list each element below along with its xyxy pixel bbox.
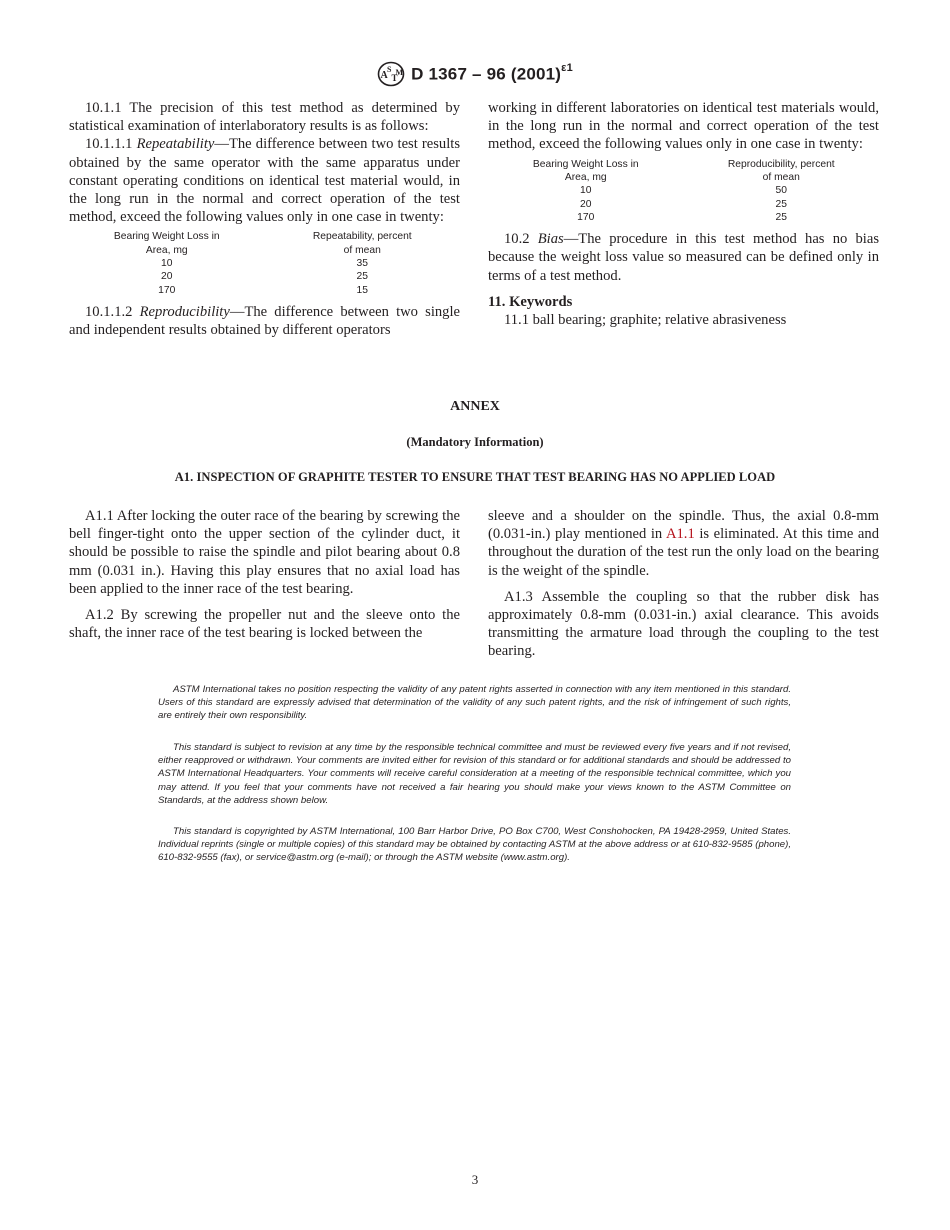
table-row	[69, 257, 460, 270]
svg-text:M: M	[395, 68, 404, 77]
cell-value: 25	[775, 211, 787, 223]
table-row	[69, 284, 460, 297]
paragraph-a1-2: A1.2 By screwing the propeller nut and the sleeve onto the shaft, the inner race of the test bearing is locked between the	[69, 607, 460, 642]
paragraph-number: 10.2	[504, 231, 538, 248]
term-bias: Bias	[537, 231, 564, 248]
cell-loss: 10	[161, 258, 173, 270]
paragraph-number: 10.1.1.2	[85, 303, 140, 320]
annex-title: ANNEX	[450, 399, 500, 414]
paragraph-10-1-1-2-continued: working in different laboratories on identical test materials would, in the long run in the normal and correct operation of the test method, exceed the following values only in one case in twenty:	[488, 100, 879, 153]
left-column-top	[69, 99, 460, 339]
paragraph-a1-1: A1.1 After locking the outer race of the bearing by screwing the bell finger-tight onto the upper section of the cylinder duct, it should be possible to raise the spindle and pilot bearing about 0.8 mm (0.031 in.). Having this play ensures that no axial load has been applied to the inner race of the test bearing.	[69, 508, 460, 597]
reproducibility-table	[488, 158, 879, 224]
copyright-notice-text: This standard is copyrighted by ASTM International, 100 Barr Harbor Drive, PO Box C700, West Conshohocken, PA 19428-2959, United States. Individual reprints (single or multiple copies) of this standard may be obtained by contacting ASTM at the above address or at 610-832-9585 (phone), 610-832-9555 (fax), or service@astm.org (e-mail); or through the ASTM website (www.astm.org).	[158, 826, 791, 864]
page-number: 3	[471, 1172, 479, 1187]
table-header-row	[488, 158, 879, 185]
column-header-loss: Bearing Weight Loss in Area, mg	[113, 231, 220, 256]
paragraph-number: 10.1.1.1	[85, 136, 137, 153]
column-header-loss: Bearing Weight Loss in Area, mg	[532, 158, 639, 183]
cell-loss: 20	[161, 271, 173, 283]
paragraph-10-2	[488, 230, 879, 285]
cell-loss: 170	[577, 211, 595, 223]
paragraph-10-1-1: 10.1.1 The precision of this test method as determined by statistical examination of interlaboratory results is as follows:	[69, 100, 460, 135]
table-row	[488, 211, 879, 224]
table-header-row	[69, 230, 460, 257]
standard-designation	[411, 61, 573, 85]
section-heading-keywords: 11. Keywords	[488, 293, 573, 310]
page-header	[0, 61, 950, 92]
link-a1-1[interactable]: A1.1	[665, 526, 695, 543]
cell-loss: 20	[580, 198, 592, 210]
cell-value: 25	[356, 271, 368, 283]
repeatability-table	[69, 230, 460, 296]
designation-text: D 1367 – 96 (2001)	[411, 64, 562, 84]
paragraph-10-1-1-2	[69, 303, 460, 339]
cell-loss: 170	[158, 284, 176, 296]
right-column-top	[488, 99, 879, 329]
paragraph-text: sleeve and a shoulder on the spindle. Thus, the axial 0.8-mm (0.031-in.) play mentioned in	[488, 508, 879, 543]
revision-notice-text: This standard is subject to revision at any time by the responsible technical committee and must be reviewed every five years and if not revised, either reapproved or withdrawn. Your comments are invited either for revision of this standard or for additional standards and should be addressed to ASTM International Headquarters. Your comments will receive careful consideration at a meeting of the responsible technical committee, which you may attend. If you feel that your comments have not received a fair hearing you should make your views known to the ASTM Committee on Standards, at the address shown below.	[158, 742, 791, 806]
table-row	[488, 184, 879, 197]
column-header-repeatability: Repeatability, percent of mean	[312, 231, 412, 256]
right-column-annex	[488, 507, 879, 661]
left-column-annex	[69, 507, 460, 642]
term-repeatability: Repeatability	[136, 136, 215, 153]
paragraph-10-1-1-1	[69, 135, 460, 226]
paragraph-text: —The difference between two test results obtained by the same operator with the same apparatus under constant operating conditions on identical test material would, in the long run in the normal and correct operation of the test method, exceed the following values only in one case in twenty:	[69, 136, 461, 226]
cell-value: 35	[356, 258, 368, 270]
paragraph-11-1: 11.1 ball bearing; graphite; relative abrasiveness	[504, 311, 787, 328]
paragraph-text: is eliminated. At this time and throughout the duration of the test run the only load on the bearing is the weight of the spindle.	[488, 526, 879, 579]
revision-notice	[158, 741, 791, 807]
paragraph-a1-3: A1.3 Assemble the coupling so that the rubber disk has approximately 0.8-mm (0.031-in.) axial clearance. This avoids transmitting the armature load through the coupling to the test bearing.	[488, 588, 879, 660]
column-header-reproducibility: Reproducibility, percent of mean	[727, 158, 835, 183]
patent-notice-text: ASTM International takes no position respecting the validity of any patent rights asserted in connection with any item mentioned in this standard. Users of this standard are expressly advised that determination of the validity of any such patent rights, and the risk of infringement of such rights, are entirely their own responsibility.	[158, 684, 791, 722]
paragraph-text: —The procedure in this test method has no bias because the weight loss value so measured can be defined only in terms of a test method.	[488, 231, 880, 284]
term-reproducibility: Reproducibility	[139, 303, 230, 320]
paragraph-a1-2-continued	[488, 507, 879, 580]
cell-value: 50	[775, 185, 787, 197]
cell-loss: 10	[580, 185, 592, 197]
epsilon-superscript: ε1	[561, 61, 573, 74]
annex-subtitle: (Mandatory Information)	[406, 435, 544, 449]
copyright-notice	[158, 825, 791, 865]
svg-text:S: S	[387, 65, 392, 74]
annex-a1-heading: A1. INSPECTION OF GRAPHITE TESTER TO ENSURE THAT TEST BEARING HAS NO APPLIED LOAD	[174, 470, 776, 484]
svg-text:T: T	[391, 73, 398, 83]
patent-notice	[158, 683, 791, 723]
cell-value: 15	[356, 284, 368, 296]
table-row	[488, 198, 879, 211]
paragraph-text: —The difference between two single and independent results obtained by different operators	[69, 303, 461, 339]
astm-logo-icon	[377, 61, 405, 87]
cell-value: 25	[775, 198, 787, 210]
svg-text:A: A	[380, 70, 388, 81]
table-row	[69, 270, 460, 283]
